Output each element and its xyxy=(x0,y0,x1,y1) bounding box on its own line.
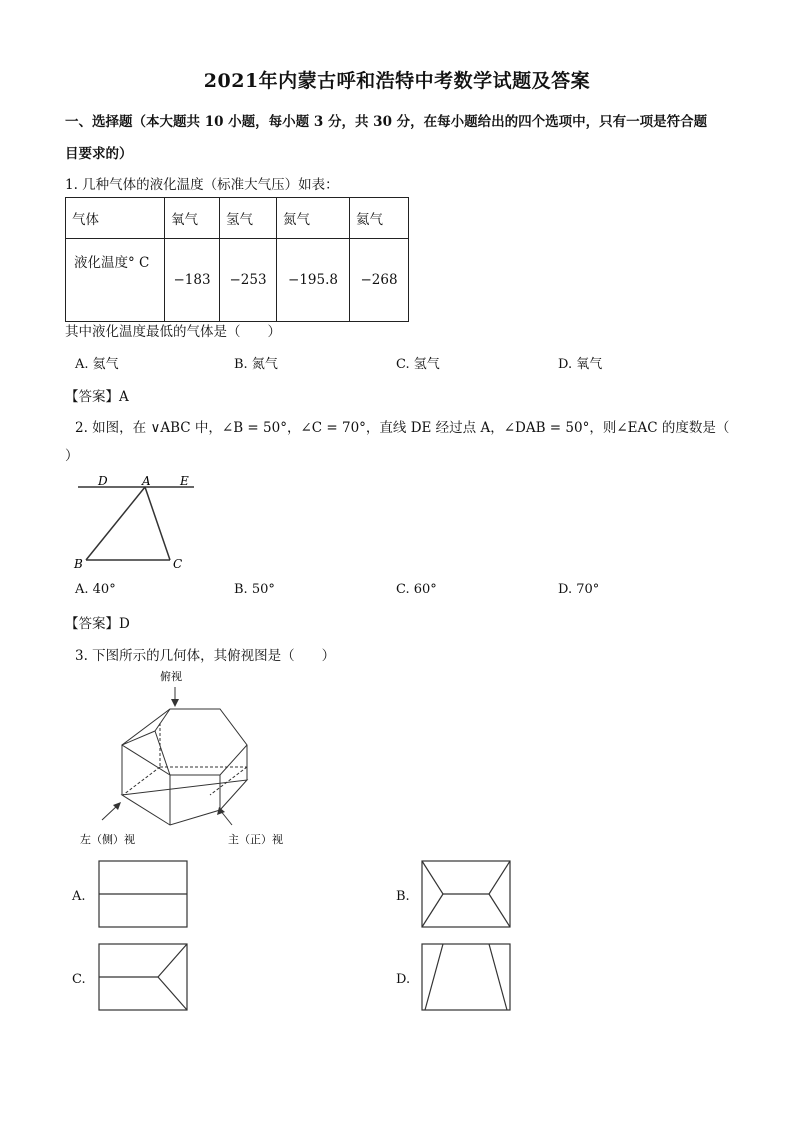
gas-temperature-table xyxy=(65,197,409,322)
diag-line xyxy=(158,977,187,1010)
label-front-view: 主（正）视 xyxy=(228,833,283,846)
q3-option-a-figure xyxy=(98,860,190,930)
table-header-row xyxy=(66,198,409,239)
slant-line xyxy=(425,944,443,1010)
table-header-cell: 氢气 xyxy=(220,198,277,239)
q3-option-c-label: C. xyxy=(72,972,86,987)
table-cell: −183 xyxy=(165,239,220,322)
section-heading-line1: 一、选择题（本大题共 10 小题，每小题 3 分，共 30 分，在每小题给出的四个选项中，只有一项是符合题 xyxy=(65,114,708,130)
base-edges xyxy=(122,780,247,825)
triangle-figure xyxy=(70,470,210,575)
q1-option-b: B. 氮气 xyxy=(234,357,278,372)
diag-line xyxy=(158,944,187,977)
label-c: C xyxy=(173,557,183,571)
diag-line xyxy=(489,861,510,894)
diag-line xyxy=(422,861,443,894)
q1-option-a: A. 氦气 xyxy=(75,357,119,372)
q3-stem: 3. 下图所示的几何体，其俯视图是（ ） xyxy=(75,648,336,664)
q2-option-d: D. 70° xyxy=(558,582,600,597)
table-cell: −268 xyxy=(350,239,409,322)
q2-option-c: C. 60° xyxy=(396,582,437,597)
section-heading-line2: 目要求的） xyxy=(65,146,133,162)
edge xyxy=(155,709,170,731)
q3-option-b-figure xyxy=(421,860,513,930)
label-b: B xyxy=(74,557,83,571)
table-cell: −253 xyxy=(220,239,277,322)
table-header-cell: 气体 xyxy=(66,198,165,239)
q2-option-a: A. 40° xyxy=(75,582,116,597)
outline-rect xyxy=(422,944,510,1010)
table-row xyxy=(66,239,409,322)
label-e: E xyxy=(180,474,189,488)
table-cell: −195.8 xyxy=(277,239,350,322)
top-view-arrowhead xyxy=(171,699,179,707)
q3-option-d-label: D. xyxy=(396,972,411,987)
q1-question: 其中液化温度最低的气体是（ ） xyxy=(65,324,281,340)
side-ab xyxy=(86,487,145,560)
q2-option-b: B. 50° xyxy=(234,582,275,597)
table-header-cell: 氦气 xyxy=(350,198,409,239)
table-row-label: 液化温度° C xyxy=(66,239,165,322)
q2-stem-line1: 2. 如图，在 ∨ABC 中，∠B = 50°，∠C = 70°，直线 DE 经过点 A，∠DAB = 50°，则∠EAC 的度数是（ xyxy=(75,420,730,436)
diag-line xyxy=(489,894,510,927)
diag-line xyxy=(422,894,443,927)
table-header-cell: 氧气 xyxy=(165,198,220,239)
side-ac xyxy=(145,487,170,560)
slant-line xyxy=(489,944,507,1010)
label-a: A xyxy=(142,474,151,488)
label-top-view: 俯视 xyxy=(160,670,182,683)
label-left-view: 左（侧）视 xyxy=(80,833,135,846)
edge xyxy=(155,731,170,775)
q2-answer: 【答案】D xyxy=(65,616,130,632)
solid-figure xyxy=(70,665,310,855)
q1-option-d: D. 氧气 xyxy=(558,357,603,372)
q3-option-d-figure xyxy=(421,943,513,1013)
q3-option-c-figure xyxy=(98,943,190,1013)
solid-outline xyxy=(122,709,247,775)
table-header-cell: 氮气 xyxy=(277,198,350,239)
q3-option-a-label: A. xyxy=(72,889,86,904)
q3-option-b-label: B. xyxy=(396,889,410,904)
q2-stem-line2: ） xyxy=(65,448,79,464)
q1-option-c: C. 氢气 xyxy=(396,357,440,372)
q1-answer: 【答案】A xyxy=(65,389,129,405)
q1-stem: 1. 几种气体的液化温度（标准大气压）如表： xyxy=(65,177,339,193)
label-d: D xyxy=(98,474,108,488)
page-title: 2021年内蒙古呼和浩特中考数学试题及答案 xyxy=(203,70,591,92)
